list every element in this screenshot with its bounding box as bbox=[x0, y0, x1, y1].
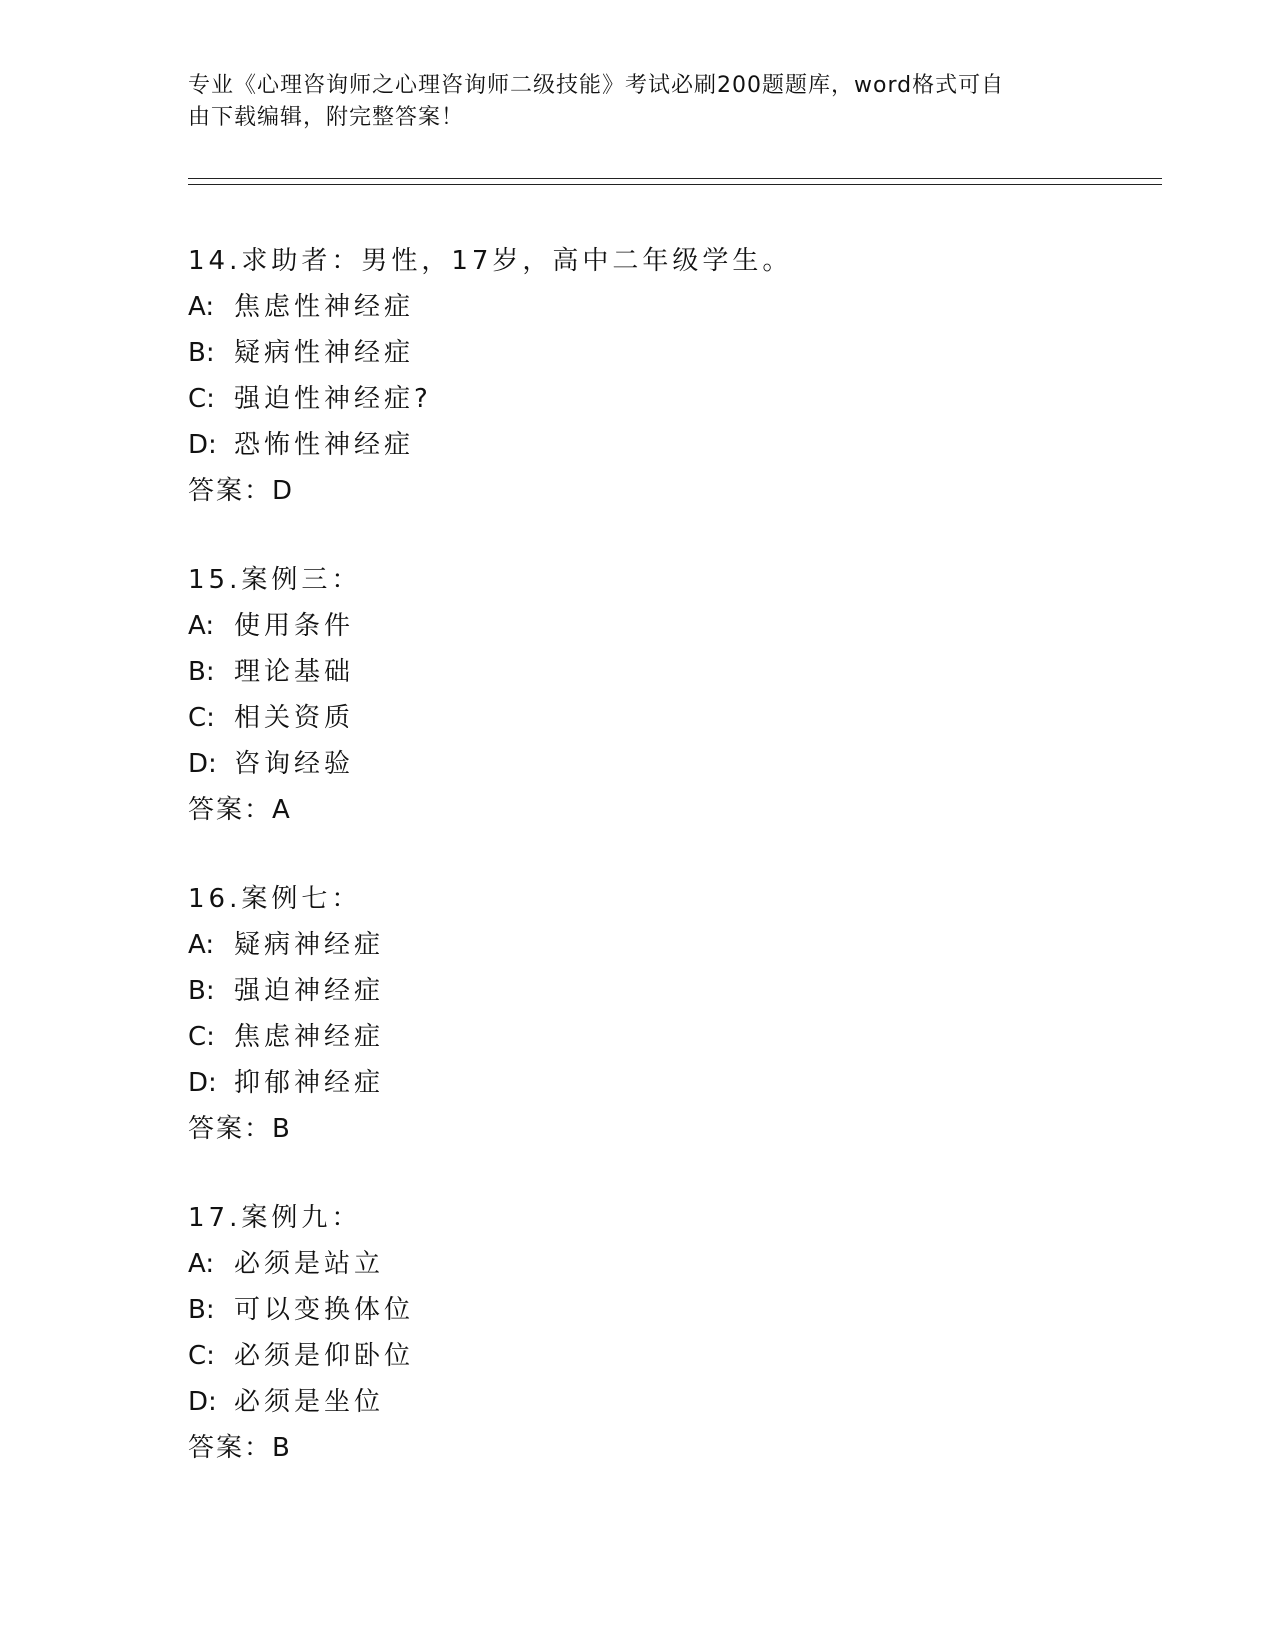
header-line-2: 由下载编辑，附完整答案！ bbox=[188, 105, 465, 130]
option-a bbox=[188, 603, 1162, 649]
option-c bbox=[188, 1014, 1162, 1060]
option-text: 恐怖性神经症 bbox=[234, 430, 415, 460]
option-text: 疑病性神经症 bbox=[234, 338, 415, 368]
question-title: 15.案例三： bbox=[188, 565, 362, 595]
option-text: 强迫神经症 bbox=[234, 976, 385, 1006]
answer-label: 答案： bbox=[188, 795, 273, 825]
option-letter: A: bbox=[188, 292, 215, 322]
option-a bbox=[188, 1241, 1162, 1287]
option-c bbox=[188, 376, 1162, 422]
option-text: 可以变换体位 bbox=[234, 1295, 415, 1325]
option-text: 必须是仰卧位 bbox=[234, 1341, 415, 1371]
question-16 bbox=[188, 876, 1162, 1152]
option-text: 疑病神经症 bbox=[234, 930, 385, 960]
option-a bbox=[188, 284, 1162, 330]
document-header bbox=[188, 70, 1068, 134]
question-list bbox=[188, 238, 1162, 1514]
option-text: 理论基础 bbox=[234, 657, 355, 687]
answer bbox=[188, 1106, 1162, 1152]
header-divider bbox=[188, 178, 1162, 185]
option-letter: C: bbox=[188, 1341, 215, 1371]
option-text: 焦虑性神经症 bbox=[234, 292, 415, 322]
option-letter: A: bbox=[188, 1249, 215, 1279]
answer-label: 答案： bbox=[188, 476, 273, 506]
answer-value: B bbox=[272, 1114, 291, 1144]
option-c bbox=[188, 1333, 1162, 1379]
answer-value: B bbox=[272, 1433, 291, 1463]
question-title: 17.案例九： bbox=[188, 1203, 362, 1233]
answer-value: A bbox=[272, 795, 291, 825]
answer bbox=[188, 468, 1162, 514]
option-text: 相关资质 bbox=[234, 703, 355, 733]
option-letter: A: bbox=[188, 930, 215, 960]
option-b bbox=[188, 649, 1162, 695]
option-d bbox=[188, 422, 1162, 468]
option-letter: B: bbox=[188, 657, 215, 687]
option-text: 必须是站立 bbox=[234, 1249, 385, 1279]
question-title: 16.案例七： bbox=[188, 884, 362, 914]
option-letter: B: bbox=[188, 338, 215, 368]
answer bbox=[188, 1425, 1162, 1471]
option-letter: C: bbox=[188, 703, 215, 733]
option-d bbox=[188, 741, 1162, 787]
option-d bbox=[188, 1060, 1162, 1106]
option-c bbox=[188, 695, 1162, 741]
answer-label: 答案： bbox=[188, 1433, 273, 1463]
question-title: 14.求助者：男性，17岁，高中二年级学生。 bbox=[188, 246, 793, 276]
option-letter: D: bbox=[188, 1387, 217, 1417]
option-a bbox=[188, 922, 1162, 968]
option-letter: B: bbox=[188, 1295, 215, 1325]
option-text: 抑郁神经症 bbox=[234, 1068, 385, 1098]
question-15 bbox=[188, 557, 1162, 833]
option-b bbox=[188, 330, 1162, 376]
option-letter: C: bbox=[188, 1022, 215, 1052]
option-text: 必须是坐位 bbox=[234, 1387, 385, 1417]
option-b bbox=[188, 1287, 1162, 1333]
answer-label: 答案： bbox=[188, 1114, 273, 1144]
answer bbox=[188, 787, 1162, 833]
option-letter: C: bbox=[188, 384, 215, 414]
question-14 bbox=[188, 238, 1162, 514]
option-text: 焦虑神经症 bbox=[234, 1022, 385, 1052]
option-letter: D: bbox=[188, 430, 217, 460]
option-text: 使用条件 bbox=[234, 611, 355, 641]
option-text: 强迫性神经症? bbox=[234, 384, 432, 414]
header-line-1: 专业《心理咨询师之心理咨询师二级技能》考试必刷200题题库，word格式可自 bbox=[188, 73, 1005, 98]
answer-value: D bbox=[272, 476, 294, 506]
option-letter: D: bbox=[188, 1068, 217, 1098]
option-letter: D: bbox=[188, 749, 217, 779]
question-17 bbox=[188, 1195, 1162, 1471]
option-text: 咨询经验 bbox=[234, 749, 355, 779]
option-b bbox=[188, 968, 1162, 1014]
option-letter: B: bbox=[188, 976, 215, 1006]
option-letter: A: bbox=[188, 611, 215, 641]
option-d bbox=[188, 1379, 1162, 1425]
